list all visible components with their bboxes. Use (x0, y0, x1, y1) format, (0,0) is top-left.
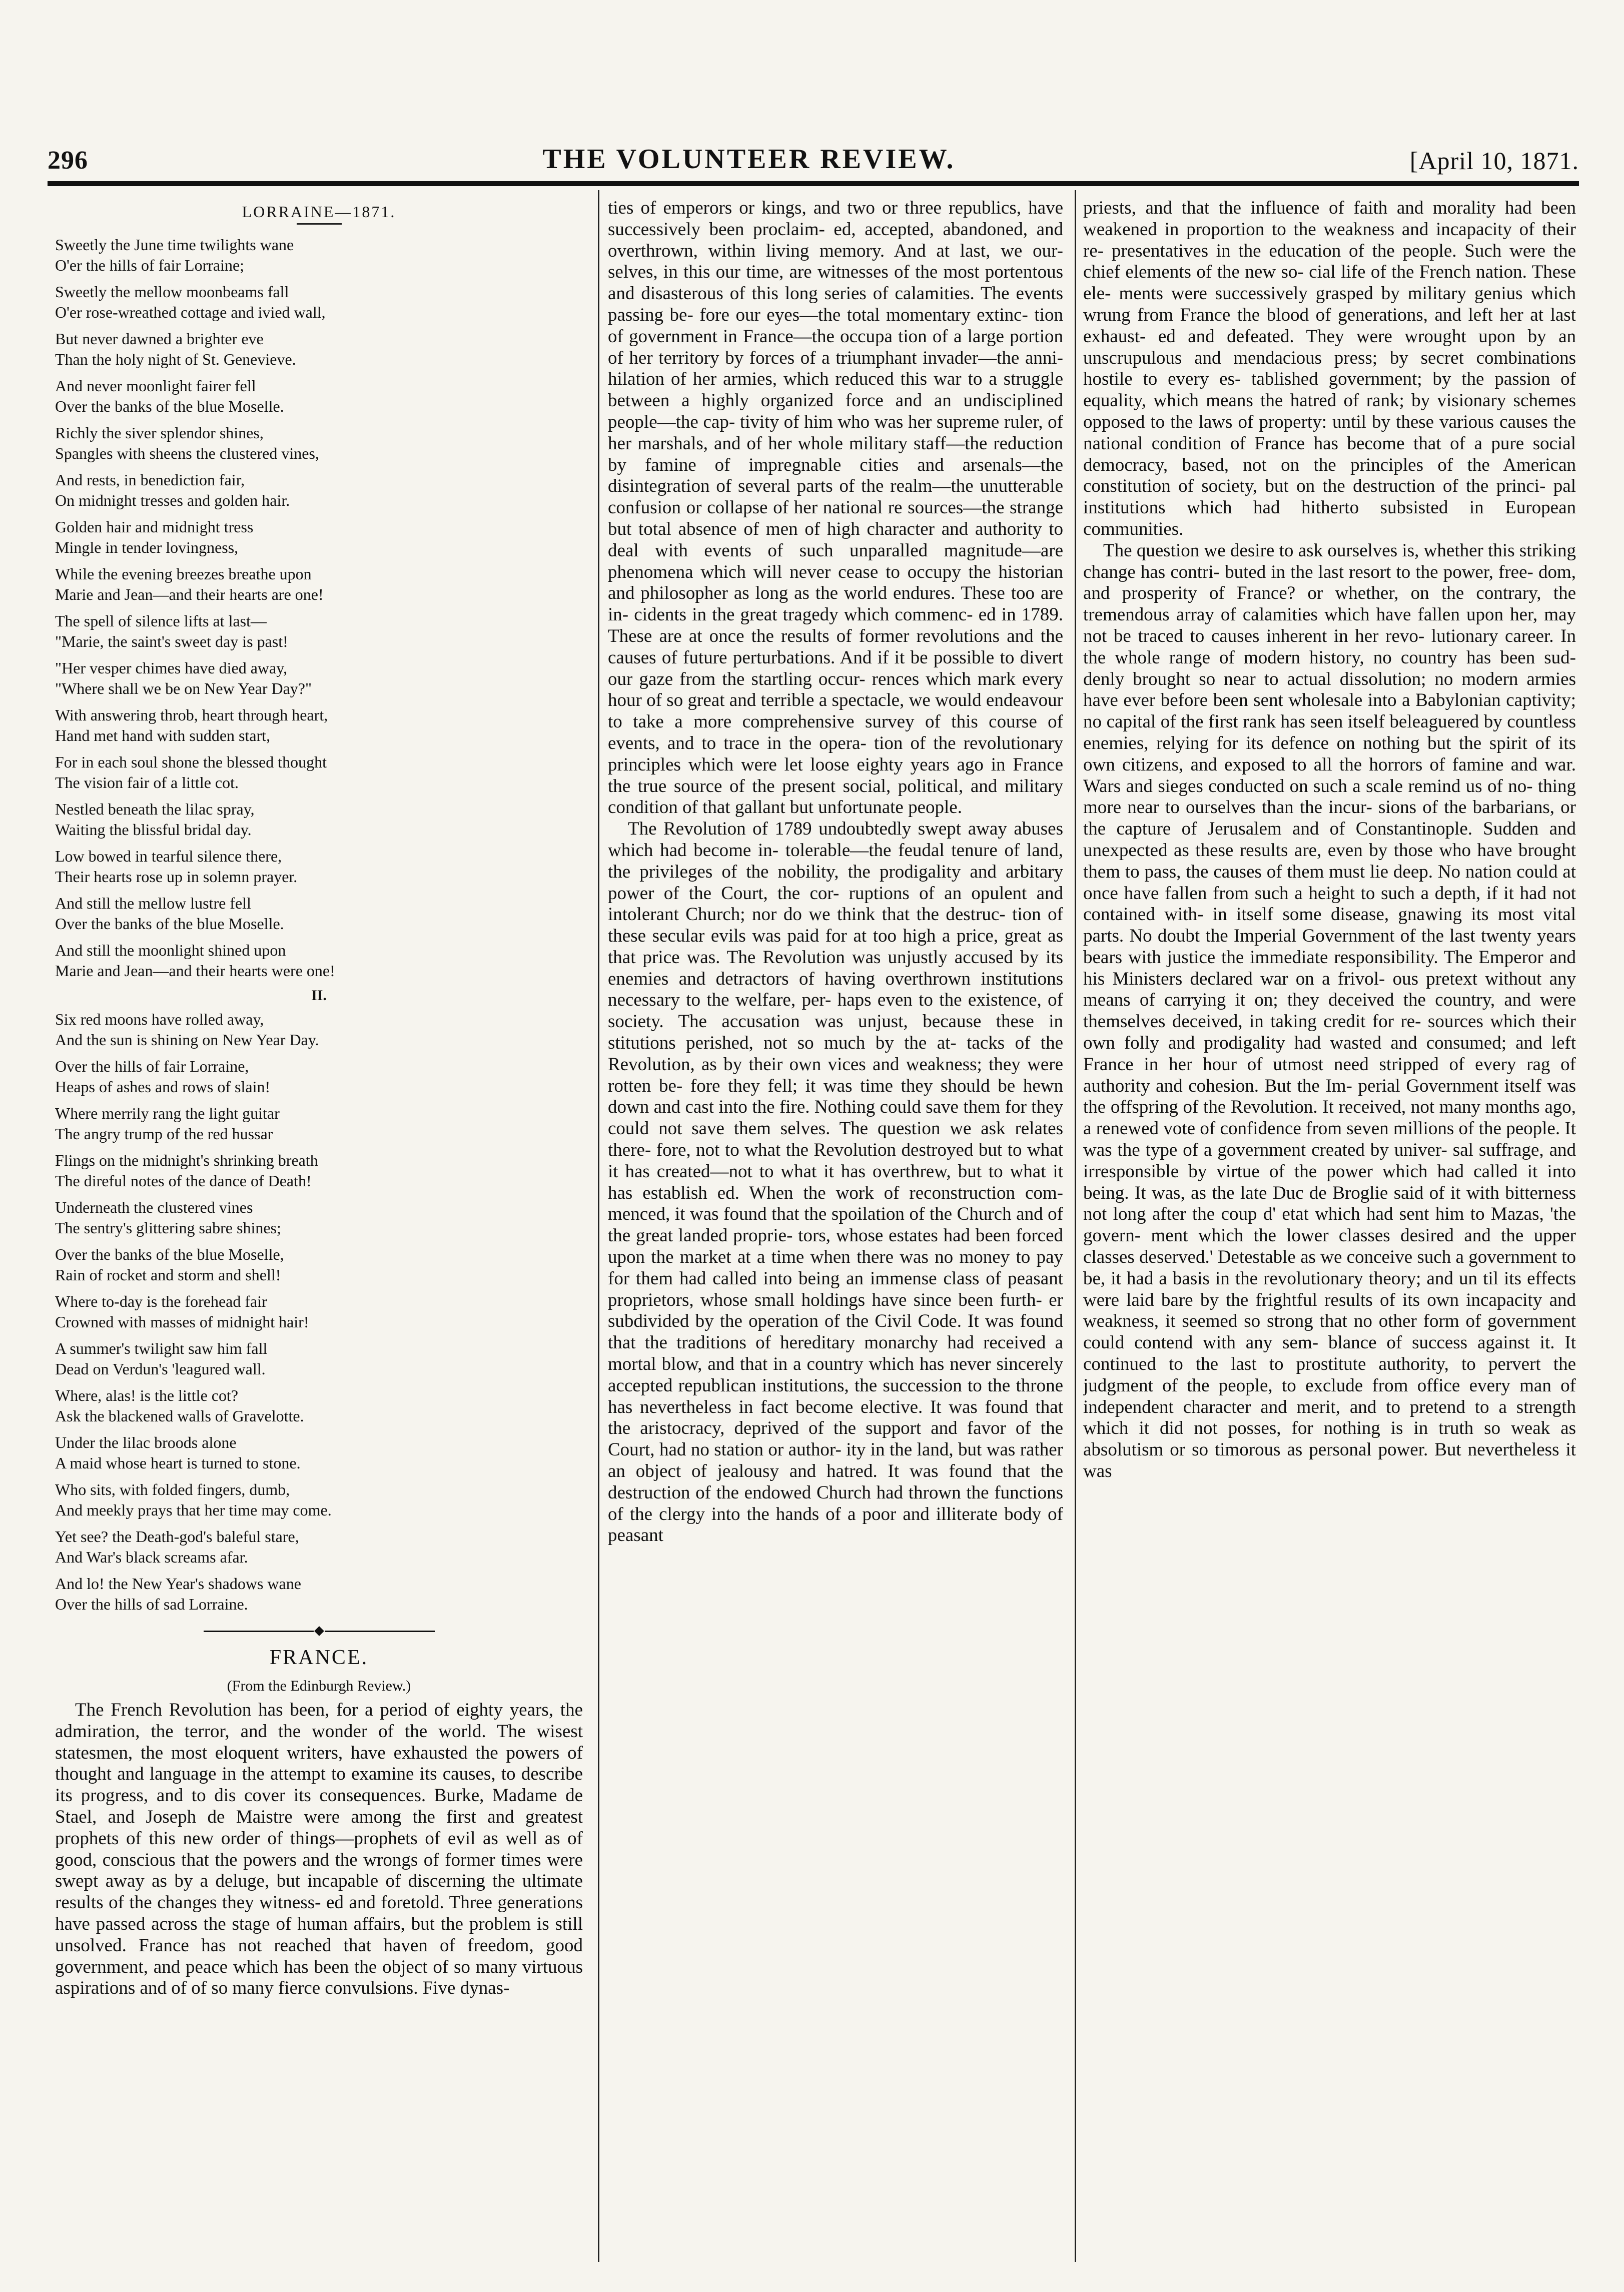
poem-stanza: And still the mellow lustre fell Over the banks of the blue Moselle. (55, 894, 284, 933)
masthead-title: THE VOLUNTEER REVIEW. (542, 144, 956, 175)
ornament-line (325, 1631, 435, 1632)
poem-stanza: And never moonlight fairer fell Over the banks of the blue Moselle. (55, 377, 284, 415)
poem-stanza: And rests, in benediction fair, On midnight tresses and golden hair. (55, 471, 290, 509)
poem-stanza: With answering throb, heart through heart, Hand met hand with sudden start, (55, 706, 328, 744)
poem-stanza: Six red moons have rolled away, And the sun is shining on New Year Day. (55, 1010, 319, 1049)
article-paragraph: The French Revolution has been, for a period of eighty years, the admiration, the terror, and the wonder of the world. The wisest statesmen, the most eloquent writers, have exhausted the powers of thought and language in the attempt to examine its causes, to describe its progress, and to dis cover its consequences. Burke, Madame de Stael, and Joseph de Maistre were among the first and greatest prophets of this new order of things—prophets of evil as well as of good, conscious that the powers and the wrongs of former times were swept away as by a deluge, but incapable of discerning the ultimate results of the changes they witness- ed and foretold. Three generations have passed across the stage of human affairs, but the problem is still unsolved. France has not reached that haven of freedom, good government, and peace which has been the object of so many virtuous aspirations and of of so many fierce convulsions. Five dynas- (55, 1700, 583, 1999)
poem-stanza: Sweetly the June time twilights wane O'er the hills of fair Lorraine; (55, 236, 294, 274)
ornament-diamond (314, 1626, 324, 1636)
poem-stanza: Over the banks of the blue Moselle, Rain of rocket and storm and shell! (55, 1245, 284, 1284)
article-paragraph: priests, and that the influence of faith and morality had been weakened in proportion to the weakness and incapacity of their re- presentatives in the education of the people. Such were the chief elements of the new so- cial life of the French nation. These ele- ments were successively grasped by military genius which wrung from France the blood of generations, and left her at last exhaust- ed and defeated. They were wrought upon by an unscrupulous and mendacious press; by secret combinations hostile to every es- tablished government; by the passion of equality, which means the hatred of rank; by visionary schemes opposed to the laws of property: until by these various causes the national condition of France has become that of a pure social democracy, based, not on the principles of the American constitution of society, but on the destruction of the princi- pal institutions which had hitherto subsisted in European communities. (1083, 198, 1576, 539)
poem-stanza: But never dawned a brighter eve Than the holy night of St. Genevieve. (55, 330, 296, 368)
article-paragraph: ties of emperors or kings, and two or three republics, have successively been proclaim- ed, accepted, abandoned, and overthrown, within living memory. And at last, we our- selves, in this our time, are witnesses of the most portentous and disasterous of this long series of calamities. The events passing be- fore our eyes—the total momentary extinc- tion of government in France—the occupa tion of a large portion of her territory by forces of a triumphant invader—the anni- hilation of her armies, which reduced this war to a struggle between a highly organized force and an undisciplined people—the cap- tivity of him who was her supreme ruler, of her marshals, and of her whole military staff—the reduction by famine of impregnable cities and arsenals—the disintegration of several parts of the realm—the unutterable confusion or collapse of her national re sources—the strange but total absence of men of high character and authority to deal with events of such unparalled magnitude—are phenomena which will never cease to occupy the historian and philosopher as long as the world endures. These too are in- cidents in the great tragedy which commenc- ed in 1789. These are at once the results of former revolutions and the causes of future perturbations. And if it be possible to divert our gaze from the startling occur- rences which mark every hour of so great and terrible a spectacle, we would endeavour to take a more comprehensive survey of this course of events, and to trace in the opera- tion of the revolutionary principles which were let loose eighty years ago in France the true source of the present social, political, and military condition of that gallant but unfortunate people. (608, 198, 1063, 818)
issue-date: [April 10, 1871. (1409, 147, 1579, 175)
poem-stanza: "Her vesper chimes have died away, "Where shall we be on New Year Day?" (55, 659, 312, 697)
column-3 (1083, 198, 1576, 2262)
poem-stanza: And lo! the New Year's shadows wane Over the hills of sad Lorraine. (55, 1575, 301, 1613)
article-source: (From the Edinburgh Review.) (227, 1678, 411, 1694)
poem-stanza: The spell of silence lifts at last— "Marie, the saint's sweet day is past! (55, 612, 288, 650)
poem-stanza: Who sits, with folded fingers, dumb, And meekly prays that her time may come. (55, 1480, 332, 1519)
poem-stanza: Sweetly the mellow moonbeams fall O'er rose-wreathed cottage and ivied wall, (55, 283, 326, 321)
poem-stanza: For in each soul shone the blessed thought The vision fair of a little cot. (55, 753, 327, 792)
poem-stanza: Under the lilac broods alone A maid whose heart is turned to stone. (55, 1433, 301, 1472)
page-header (48, 135, 1579, 175)
column-2 (608, 198, 1063, 2262)
poem-stanza: Golden hair and midnight tress Mingle in tender lovingness, (55, 518, 254, 556)
article-title: FRANCE. (269, 1646, 369, 1669)
poem-stanza: Where merrily rang the light guitar The angry trump of the red hussar (55, 1104, 280, 1143)
column-divider (1075, 190, 1076, 2262)
poem-stanza: Underneath the clustered vines The sentry's glittering sabre shines; (55, 1198, 281, 1237)
poem-stanza: Low bowed in tearful silence there, Their hearts rose up in solemn prayer. (55, 847, 298, 886)
page-number: 296 (48, 146, 88, 175)
article-paragraph: The Revolution of 1789 undoubtedly swept away abuses which had become in- tolerable—the feudal tenure of land, the privileges of the nobility, the prodigality and arbitary power of the Court, the cor- ruptions of an opulent and intolerant Church; nor do we think that the destruc- tion of these secular evils was paid for at too high a price, great as that price was. The Revolution was unjustly accused by its enemies and detractors of having overthrown institutions necessary to the welfare, per- haps even to the existence, of society. The accusation was unjust, because these in stitutions perished, not so much by the at- tacks of the Revolution, as by their own vices and weakness; they were rotten be- fore they fell; it was time they should be hewn down and cast into the fire. Nothing could save them for they could not save them selves. The question we ask relates there- fore, not to what the Revolution destroyed but to what it has created—not to what it has overthrew, but to what it has establish ed. When the work of reconstruction com- menced, it was found that the spoilation of the Church and of the great landed proprie- tors, whose estates had been forced upon the market at a time when there was no money to pay for them had called into being an immense class of peasant proprietors, whose small holdings have since been furth- er subdivided by the operation of the Civil Code. It was found that the traditions of hereditary monarchy had received a mortal blow, and that in a country which has never sincerely accepted republican institutions, the succession to the throne has nevertheless in fact become elective. It was found that the aristocracy, deprived of the support and favor of the Court, had no station or author- ity in the land, but was rather an object of jealousy and hatred. It was found that the destruction of the endowed Church had thrown the functions of the clergy into the hands of a poor and illiterate body of peasant (608, 819, 1063, 1546)
poem-stanza: Where to-day is the forehead fair Crowned with masses of midnight hair! (55, 1292, 309, 1331)
poem-stanza: Richly the siver splendor shines, Spangles with sheens the clustered vines, (55, 424, 319, 462)
column-1 (55, 198, 583, 2262)
column-divider (598, 190, 599, 2262)
poem-stanza: While the evening breezes breathe upon Marie and Jean—and their hearts are one! (55, 565, 324, 603)
poem-stanza: A summer's twilight saw him fall Dead on Verdun's 'leagured wall. (55, 1339, 268, 1378)
section-ornament (55, 1628, 583, 1635)
poem-stanza: Where, alas! is the little cot? Ask the blackened walls of Gravelotte. (55, 1386, 304, 1425)
ornament-line (204, 1631, 314, 1632)
poem-title-rule (297, 223, 342, 225)
poem-stanza: Over the hills of fair Lorraine, Heaps of ashes and rows of slain! (55, 1057, 271, 1096)
article-paragraph: The question we desire to ask ourselves is, whether this striking change has contri- buted in the last resort to the power, free- dom, and prosperity of France? or whether, on the contrary, the tremendous array of calamities which have fallen upon her, may not be traced to causes inherent in her revo- lutionary career. In the whole range of modern history, no country has been sud- denly brought so near to actual dissolution; no modern armies have ever before been sent wholesale into a Babylonian captivity; no capital of the first rank has seen itself beleaguered by countless enemies, relying for its defence on nothing but the spirit of its own citizens, and exposed to all the horrors of famine and war. Wars and sieges conducted on such a scale remind us of no- thing more near to ourselves than the incur- sions of the barbarians, or the capture of Jerusalem and of Constantinople. Sudden and unexpected as these results are, even by those who have brought them to pass, the causes of them must lie deep. No nation could at once have fallen from such a height to such a depth, if it had not contained with- in itself some disease, gnawing its most vital parts. No doubt the Imperial Government of the last twenty years bears with justice the immediate responsibility. The Emperor and his Ministers declared war on a frivol- ous pretext without any means of carrying it on; they deceived the country, and were themselves deceived, in taking credit for re- sources which their own folly and prodigality had wasted and consumed; and left France in her hour of utmost need stripped of every rag of authority and cohesion. But the Im- perial Government itself was the offspring of the Revolution. It received, not many months ago, a renewed vote of confidence from seven millions of the people. It was the type of a government created by univer- sal suffrage, and irresponsible by virtue of the power which had called it into being. It was, as the late Duc de Broglie said of it with bitterness not long after the coup d' etat which had sent him to Mazas, 'the govern- ment which the lower classes desired and the upper classes deserved.' Detestable as we conceive such a government to be, it had a basis in the revolutionary theory; and un til its effects were laid bare by the frightful results of its own incapacity and weakness, it seemed so strong that no other form of government could contend with any sem- blance of success against it. It continued to the last to prostitute authority, to pervert the judgment of the people, to exclude from office every man of independent character and merit, and to pretend to a strength which it did not posses, for nothing is in truth so weak as absolutism or so timorous as personal power. But nevertheless it was (1083, 540, 1576, 1482)
poem-stanza: Flings on the midnight's shrinking breath The direful notes of the dance of Death! (55, 1151, 318, 1190)
header-rule (48, 181, 1579, 186)
poem-stanza: And still the moonlight shined upon Marie and Jean—and their hearts were one! (55, 941, 335, 980)
poem-stanza: Yet see? the Death-god's baleful stare, And War's black screams afar. (55, 1527, 299, 1566)
poem-title: LORRAINE—1871. (242, 203, 396, 221)
poem-part-number: II. (311, 987, 327, 1004)
poem-stanza: Nestled beneath the lilac spray, Waiting the blissful bridal day. (55, 800, 255, 839)
